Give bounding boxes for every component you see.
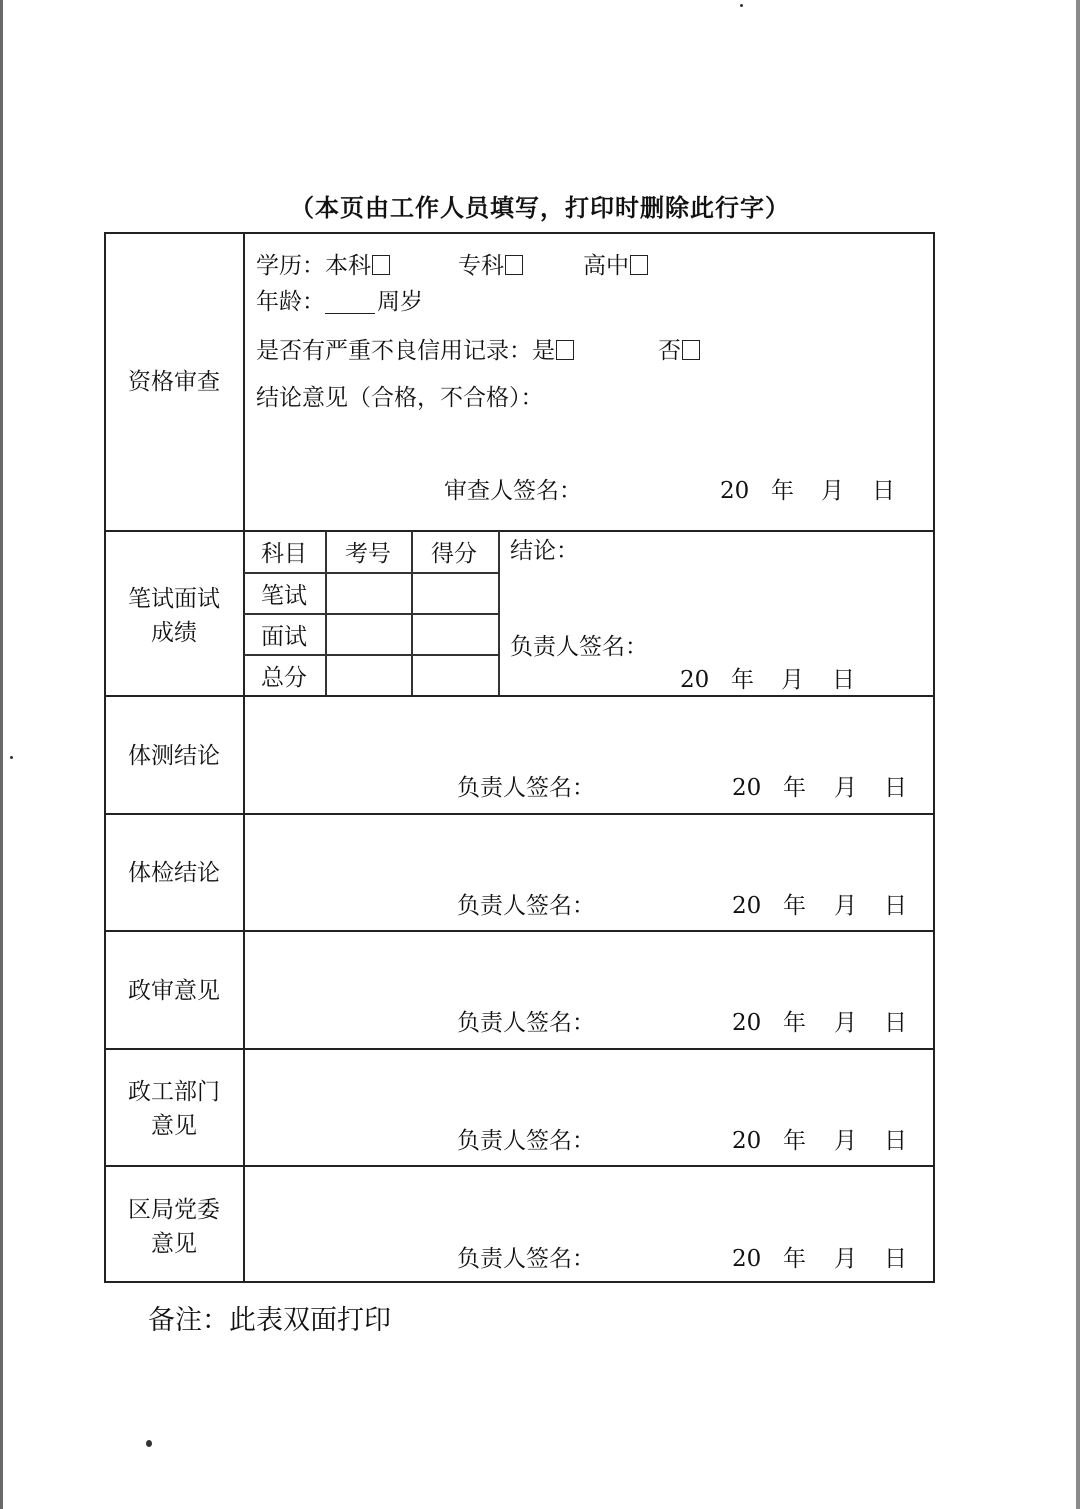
signer-label: 负责人签名： (457, 1246, 595, 1272)
row-divider (104, 813, 935, 815)
date-year: 年 (771, 478, 794, 504)
row-divider (104, 695, 935, 697)
credit-no-label: 否 (658, 338, 681, 364)
date-year-prefix: 20 (732, 1010, 762, 1036)
physical-test-label: 体测结论 (128, 743, 220, 769)
age-unit: 周岁 (377, 289, 423, 315)
education-label: 学历： (256, 253, 325, 279)
education-row (256, 255, 390, 278)
exam-scores-label-line2: 成绩 (151, 620, 197, 646)
scan-edge-left (0, 0, 3, 1509)
exam-scores-label-line1: 笔试面试 (128, 586, 220, 612)
date-year-prefix: 20 (732, 1246, 762, 1272)
date-day: 日 (884, 775, 907, 801)
signer-label: 负责人签名： (510, 634, 648, 660)
date-year: 年 (783, 775, 806, 801)
signer-label: 负责人签名： (457, 1010, 595, 1036)
date-year: 年 (783, 1246, 806, 1272)
credit-yes-checkbox[interactable] (556, 340, 574, 360)
political-dept-label-line2: 意见 (151, 1113, 197, 1139)
score-row-total: 总分 (261, 665, 307, 691)
date-year: 年 (783, 1128, 806, 1154)
bachelor-checkbox[interactable] (372, 255, 390, 275)
footer-note: 备注：此表双面打印 (148, 1305, 391, 1336)
signer-label: 负责人签名： (457, 775, 595, 801)
row-divider (104, 1165, 935, 1167)
education-option-junior-college: 专科 (458, 253, 504, 279)
political-review-label: 政审意见 (128, 978, 220, 1004)
date-year: 年 (783, 893, 806, 919)
high-school-checkbox[interactable] (630, 255, 648, 275)
party-committee-label-line1: 区局党委 (128, 1197, 220, 1223)
date-month: 月 (821, 478, 844, 504)
age-input[interactable] (325, 293, 375, 314)
date-year: 年 (731, 667, 754, 693)
education-option-bachelor: 本科 (325, 253, 371, 279)
score-header-exam-number: 考号 (345, 541, 391, 567)
date-day: 日 (872, 478, 895, 504)
credit-no-row (658, 340, 700, 363)
score-conclusion-label: 结论： (510, 538, 579, 564)
political-dept-label (104, 1075, 244, 1143)
date-month: 月 (834, 1246, 857, 1272)
signer-label: 审查人签名： (444, 478, 582, 504)
score-row-written: 笔试 (261, 583, 307, 609)
score-row-interview: 面试 (261, 624, 307, 650)
junior-college-checkbox[interactable] (505, 255, 523, 275)
date-year-prefix: 20 (732, 775, 762, 801)
qualification-label: 资格审查 (128, 369, 220, 395)
credit-yes-label: 是 (532, 338, 555, 364)
exam-scores-label (104, 582, 244, 650)
date-year-prefix: 20 (732, 893, 762, 919)
party-committee-label-line2: 意见 (151, 1231, 197, 1257)
date-day: 日 (884, 1246, 907, 1272)
education-option-high-school-row (583, 255, 648, 278)
date-day: 日 (832, 667, 855, 693)
age-row (256, 291, 423, 314)
date-year-prefix: 20 (680, 667, 710, 693)
date-month: 月 (834, 1128, 857, 1154)
score-grid-line (244, 613, 498, 615)
row-divider (104, 930, 935, 932)
scan-speck (740, 4, 743, 7)
date-month: 月 (781, 667, 804, 693)
age-label: 年龄： (256, 289, 325, 315)
row-divider (104, 1048, 935, 1050)
header-note: （本页由工作人员填写，打印时删除此行字） (290, 193, 790, 222)
date-year-prefix: 20 (720, 478, 750, 504)
date-day: 日 (884, 893, 907, 919)
row-divider (104, 530, 935, 532)
conclusion-label: 结论意见（合格，不合格）： (256, 385, 544, 411)
signer-label: 负责人签名： (457, 893, 595, 919)
score-grid-line (244, 654, 498, 656)
score-grid-line (244, 572, 498, 574)
date-month: 月 (834, 1010, 857, 1036)
political-dept-label-line1: 政工部门 (128, 1079, 220, 1105)
date-month: 月 (834, 775, 857, 801)
credit-row (256, 340, 574, 363)
scan-speck (10, 756, 13, 759)
education-option-high-school: 高中 (583, 253, 629, 279)
date-year: 年 (783, 1010, 806, 1036)
party-committee-label (104, 1193, 244, 1261)
medical-exam-label: 体检结论 (128, 860, 220, 886)
date-day: 日 (884, 1128, 907, 1154)
date-year-prefix: 20 (732, 1128, 762, 1154)
score-grid-line (498, 531, 500, 695)
education-option-junior-college-row (458, 255, 523, 278)
signer-label: 负责人签名： (457, 1128, 595, 1154)
credit-no-checkbox[interactable] (682, 340, 700, 360)
credit-question: 是否有严重不良信用记录： (256, 338, 532, 364)
score-header-subject: 科目 (261, 541, 307, 567)
score-header-score: 得分 (431, 541, 477, 567)
date-month: 月 (834, 893, 857, 919)
date-day: 日 (884, 1010, 907, 1036)
scan-speck (146, 1440, 152, 1447)
scan-edge-right (1076, 0, 1080, 1509)
